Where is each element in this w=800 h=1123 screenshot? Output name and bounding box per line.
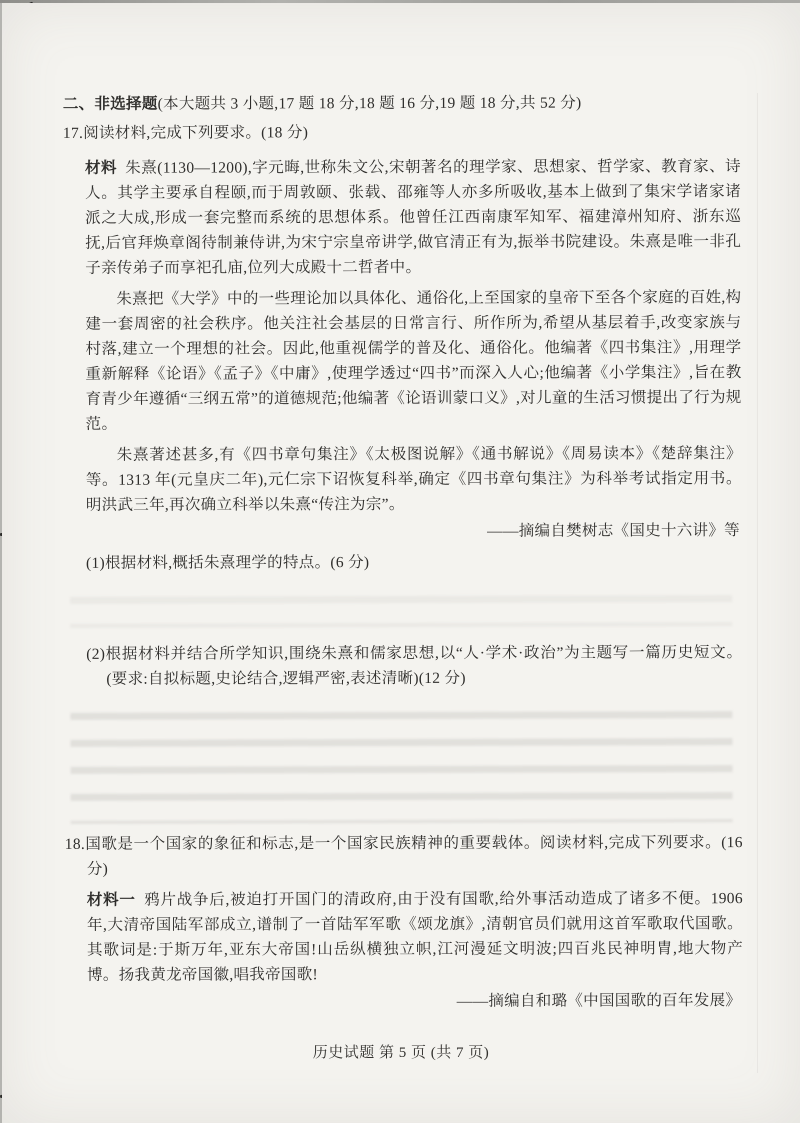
answer-space (64, 690, 742, 832)
bleed-through-ghost-text (70, 702, 732, 824)
material-paragraph-text: 朱熹(1130—1200),字元晦,世称朱文公,宋朝著名的理学家、思想家、哲学家、教育家、诗人。其学主要承自程颐,而于周敦颐、张载、邵雍等人亦多所吸收,基本上做到了集宋学诸家诸派之大成,形成一套完整而系统的思想体系。他曾任江西南康军知军、福建漳州知府、浙东巡抚,后官拜焕章阁待制兼侍讲,为宋宁宗皇帝讲学,做官清正有为,振举书院建设。朱熹是唯一非孔子亲传弟子而享祀孔庙,位列大成殿十二哲者中。 (85, 158, 742, 277)
section-header (63, 90, 741, 117)
material-paragraph: 朱熹把《大学》中的一些理论加以具体化、通俗化,上至国家的皇帝下至各个家庭的百姓,构建一套周密的社会秩序。他关注社会基层的日常言行、所作所为,希望从基层着手,改变家族与村落,建立一个理想的社会。因此,他重视儒学的普及化、通俗化。他编著《四书集注》,用理学重新解释《论语》《孟子》《中庸》,使理学透过“四书”而深入人心;他编著《小学集注》,旨在教育青少年遵循“三纲五常”的道德规范;他编著《论语训蒙口义》,对儿童的生活习惯提出了行为规范。 (85, 289, 742, 433)
answer-space (64, 574, 742, 636)
question-18-header: 18.国歌是一个国家的象征和标志,是一个国家民族精神的重要载体。阅读材料,完成下列要求。(16 分) (64, 834, 743, 878)
section-title: 二、非选择题 (62, 95, 158, 113)
material-paragraph: 朱熹著述甚多,有《四书章句集注》《太极图说解》《通书解说》《周易读本》《楚辞集注》等。1313 年(元皇庆二年),元仁宗下诏恢复科举,确定《四书章句集注》为科举考试指定用书。明洪武三年,再次确立科举以朱熹“传注为宗”。 (85, 445, 742, 514)
question-17-sub2: (2)根据材料并结合所学知识,围绕朱熹和儒家思想,以“人·学术·政治”为主题写一篇历史短文。(要求:自拟标题,史论结合,逻辑严密,表述清晰)(12 分) (86, 644, 743, 688)
material-paragraph (87, 886, 743, 988)
section-note: (本大题共 3 小题,17 题 18 分,18 题 16 分,19 题 18 分,共 52 分) (157, 94, 582, 113)
question-17-material (85, 154, 742, 545)
scan-fold-shadow (757, 93, 758, 1073)
material-source: ——摘编自和璐《中国国歌的百年发展》 (456, 992, 742, 1010)
material-paragraph (85, 154, 741, 281)
paper-sheet (2, 3, 800, 1123)
question-17-header: 17.阅读材料,完成下列要求。(18 分) (62, 124, 309, 142)
bleed-through-ghost-text (70, 586, 732, 628)
page-content (63, 90, 743, 1015)
material-label: 材料一 (86, 891, 136, 909)
question-17-sub1: (1)根据材料,概括朱熹理学的特点。(6 分) (86, 554, 370, 572)
question-18-material (87, 886, 743, 1015)
material-paragraph-text: 鸦片战争后,被迫打开国门的清政府,由于没有国歌,给外事活动造成了诸多不便。1906 年,大清帝国陆军部成立,谱制了一首陆军军歌《颂龙旗》,清朝官员们就用这首军歌取代国歌。其歌词是:于斯万年,亚东大帝国!山岳纵横独立帜,江河漫延文明波;四百兆民神明胄,地大物产博。扬我黄龙帝国徽,唱我帝国歌! (86, 890, 744, 984)
material-source: ——摘编自樊树志《国史十六讲》等 (487, 522, 740, 540)
page-footer: 历史试题 第 5 页 (共 7 页) (312, 1045, 490, 1061)
material-label: 材料 (84, 159, 118, 177)
